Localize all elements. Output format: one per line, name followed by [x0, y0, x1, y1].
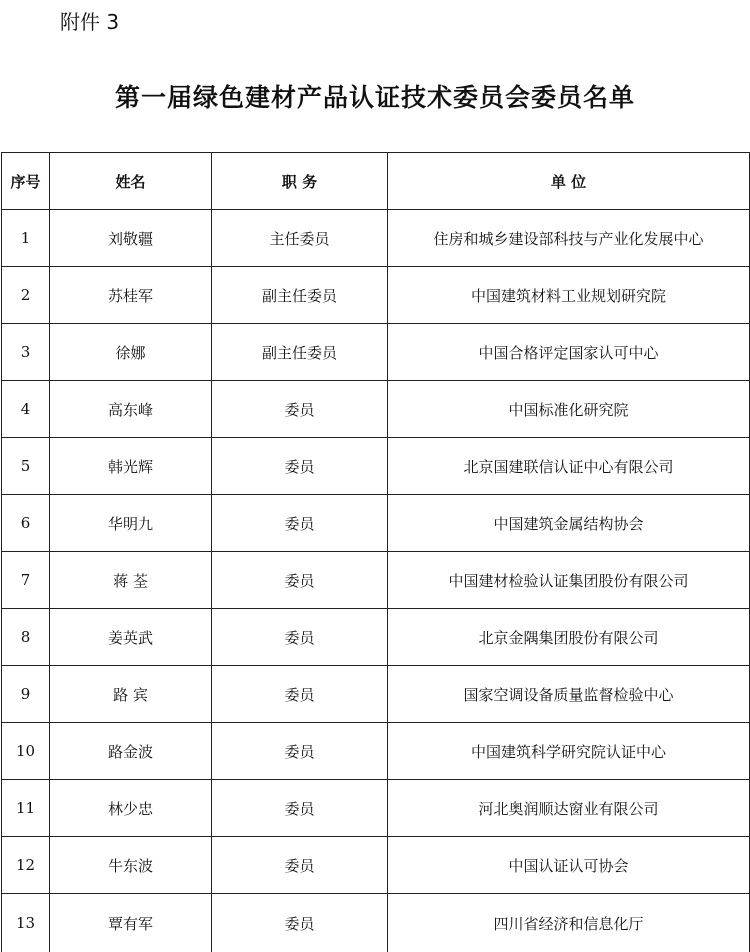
- cell-role: 委员: [212, 666, 388, 723]
- cell-unit: 中国建材检验认证集团股份有限公司: [388, 552, 750, 609]
- cell-unit: 北京金隅集团股份有限公司: [388, 609, 750, 666]
- cell-seq: 8: [2, 609, 50, 666]
- table-row: [2, 324, 750, 381]
- cell-role: 委员: [212, 609, 388, 666]
- cell-unit: 中国建筑金属结构协会: [388, 495, 750, 552]
- table-row: [2, 609, 750, 666]
- cell-unit: 中国认证认可协会: [388, 837, 750, 894]
- cell-unit: 国家空调设备质量监督检验中心: [388, 666, 750, 723]
- cell-role: 委员: [212, 780, 388, 837]
- table-header-row: [2, 153, 750, 210]
- table-row: [2, 267, 750, 324]
- cell-seq: 3: [2, 324, 50, 381]
- cell-seq: 7: [2, 552, 50, 609]
- cell-seq: 9: [2, 666, 50, 723]
- cell-unit: 河北奥润顺达窗业有限公司: [388, 780, 750, 837]
- cell-role: 委员: [212, 894, 388, 952]
- table-row: [2, 780, 750, 837]
- cell-name: 覃有军: [50, 894, 212, 952]
- cell-name: 蒋 荃: [50, 552, 212, 609]
- cell-name: 华明九: [50, 495, 212, 552]
- header-name: 姓名: [50, 153, 212, 210]
- cell-role: 主任委员: [212, 210, 388, 267]
- cell-unit: 中国标准化研究院: [388, 381, 750, 438]
- table-row: [2, 381, 750, 438]
- cell-unit: 住房和城乡建设部科技与产业化发展中心: [388, 210, 750, 267]
- cell-unit: 中国建筑科学研究院认证中心: [388, 723, 750, 780]
- cell-name: 韩光辉: [50, 438, 212, 495]
- header-seq: 序号: [2, 153, 50, 210]
- cell-unit: 北京国建联信认证中心有限公司: [388, 438, 750, 495]
- cell-role: 委员: [212, 495, 388, 552]
- cell-seq: 4: [2, 381, 50, 438]
- cell-name: 刘敬疆: [50, 210, 212, 267]
- cell-seq: 12: [2, 837, 50, 894]
- cell-role: 副主任委员: [212, 324, 388, 381]
- committee-roster-table: [1, 152, 750, 952]
- table-row: [2, 666, 750, 723]
- table-row: [2, 552, 750, 609]
- cell-role: 委员: [212, 837, 388, 894]
- table-row: [2, 723, 750, 780]
- attachment-label: 附件 3: [60, 6, 119, 35]
- cell-role: 委员: [212, 381, 388, 438]
- document-title: 第一届绿色建材产品认证技术委员会委员名单: [0, 78, 750, 114]
- cell-seq: 10: [2, 723, 50, 780]
- cell-unit: 中国合格评定国家认可中心: [388, 324, 750, 381]
- cell-role: 副主任委员: [212, 267, 388, 324]
- table-row: [2, 438, 750, 495]
- cell-seq: 6: [2, 495, 50, 552]
- header-unit: 单 位: [388, 153, 750, 210]
- cell-unit: 中国建筑材料工业规划研究院: [388, 267, 750, 324]
- cell-role: 委员: [212, 438, 388, 495]
- cell-seq: 13: [2, 894, 50, 952]
- cell-role: 委员: [212, 552, 388, 609]
- cell-name: 苏桂军: [50, 267, 212, 324]
- table-row: [2, 495, 750, 552]
- cell-unit: 四川省经济和信息化厅: [388, 894, 750, 952]
- cell-name: 牛东波: [50, 837, 212, 894]
- table-row: [2, 837, 750, 894]
- header-role: 职 务: [212, 153, 388, 210]
- cell-name: 徐娜: [50, 324, 212, 381]
- cell-name: 路 宾: [50, 666, 212, 723]
- cell-role: 委员: [212, 723, 388, 780]
- cell-name: 林少忠: [50, 780, 212, 837]
- cell-name: 高东峰: [50, 381, 212, 438]
- table-row: [2, 210, 750, 267]
- cell-seq: 5: [2, 438, 50, 495]
- table-row: [2, 894, 750, 952]
- cell-seq: 2: [2, 267, 50, 324]
- cell-name: 路金波: [50, 723, 212, 780]
- cell-seq: 1: [2, 210, 50, 267]
- cell-name: 姜英武: [50, 609, 212, 666]
- cell-seq: 11: [2, 780, 50, 837]
